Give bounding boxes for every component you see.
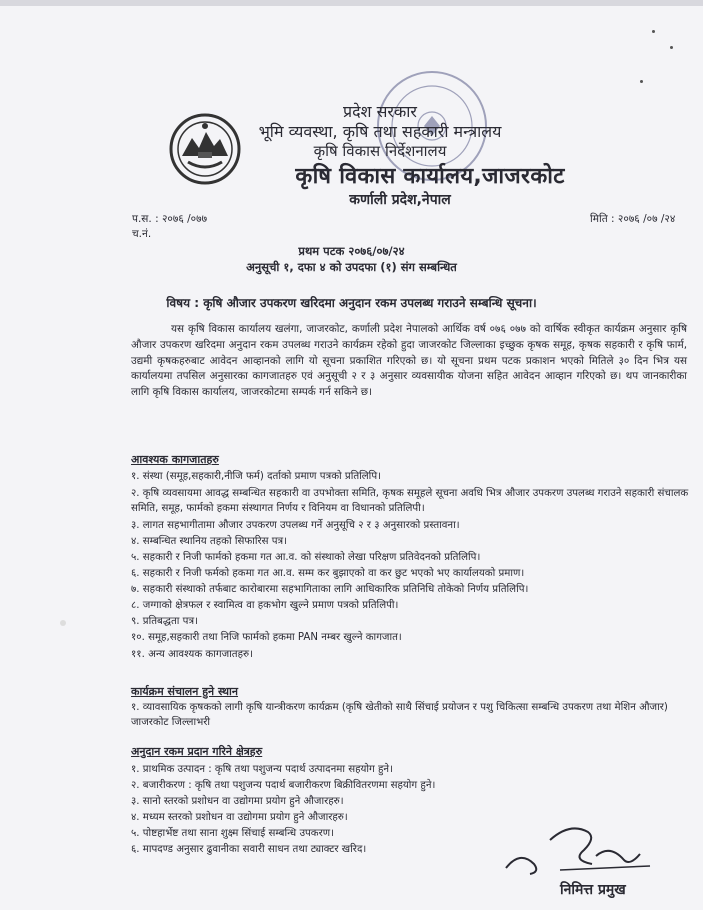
first-publish-line: प्रथम पटक २०७६/०७/२४ bbox=[298, 244, 405, 258]
header-province: कर्णाली प्रदेश,नेपाल bbox=[349, 192, 451, 208]
document-item: ६. सहकारी र निजी फर्मको हकमा गत आ.व. सम्म कर बुझाएको वा कर छुट भएको भए कार्यालयको प्रमाण। bbox=[131, 568, 525, 579]
document-item: ४. सम्बन्धित स्थानिय तहको सिफारिस पत्र। bbox=[131, 536, 288, 547]
document-item: १. संस्था (समूह,सहकारी,नीजि फर्म) दर्ताको प्रमाण पत्रको प्रतिलिपि। bbox=[131, 471, 381, 482]
document-item: ७. सहकारी संस्थाको तर्फबाट कारोबारमा सहभागिताका लागि आधिकारिक प्रतिनिधि तोकेको निर्णय प्रतिलिपि। bbox=[131, 584, 529, 595]
notice-subject: विषय : कृषि औजार उपकरण खरिदमा अनुदान रकम उपलब्ध गराउने सम्बन्धि सूचना। bbox=[166, 296, 537, 310]
scan-speck bbox=[60, 620, 66, 626]
sector-item: ३. सानो स्तरको प्रशोधन वा उद्योगमा प्रयोग हुने औजारहरु। bbox=[131, 796, 344, 807]
scan-speck bbox=[652, 30, 655, 33]
signatory-title: निमित्त प्रमुख bbox=[560, 882, 626, 898]
venue-item: १. व्यावसायिक कृषकको लागी कृषि यान्त्रीकरण कार्यक्रम (कृषि खेतीको साथै सिंचाई प्रयोजन र पशु चिकित्सा सम्बन्धि उपकरण तथा मेशिन औजार) जाजरकोट जिल्लाभरी bbox=[131, 702, 668, 728]
dispatch-number: च.नं. bbox=[132, 228, 152, 240]
document-item: २. कृषि व्यवसायमा आवद्ध सम्बन्धित सहकारी वा उपभोक्ता समिति, कृषक समूहले सूचना अवधि भित्र औजार उपकरण उपलब्ध गराउने सहकारी संचालक समिति, समूह, फार्मको हकमा संस्थागत निर्णय र विनियम वा विधानको प्रतिलिपी। bbox=[131, 488, 689, 514]
header-office-name: कृषि विकास कार्यालय,जाजरकोट bbox=[295, 164, 565, 189]
scan-speck bbox=[670, 46, 673, 49]
sector-item: १. प्राथमिक उत्पादन : कृषि तथा पशुजन्य पदार्थ उत्पादनमा सहयोग हुने। bbox=[131, 764, 393, 775]
venue-heading: कार्यक्रम संचालन हुने स्थान bbox=[131, 685, 239, 698]
document-item: ८. जग्गाको क्षेत्रफल र स्वामित्व वा हकभोग खुल्ने प्रमाण पत्रको प्रतिलिपी। bbox=[131, 600, 399, 611]
reference-number: प.स. : २०७६ /०७७ bbox=[132, 213, 208, 225]
scan-edge bbox=[0, 0, 703, 6]
scan-speck bbox=[640, 80, 643, 83]
annex-reference: अनुसूची १, दफा ४ को उपदफा (१) संग सम्बन्धित bbox=[246, 260, 457, 274]
header-directorate: कृषि विकास निर्देशनालय bbox=[313, 142, 447, 160]
header-government: प्रदेश सरकार bbox=[343, 102, 417, 121]
issue-date: मिति : २०७६ /०७ /२४ bbox=[590, 213, 676, 225]
sector-item: २. बजारीकरण : कृषि तथा पशुजन्य पदार्थ बजारीकरण बिक्रीवितरणमा सहयोग हुने। bbox=[131, 780, 436, 791]
document-item: ५. सहकारी र निजी फार्मको हकमा गत आ.व. को संस्थाको लेखा परिक्षण प्रतिवेदनको प्रतिलिपि। bbox=[131, 552, 481, 563]
sector-item: ६. मापदण्ड अनुसार ढुवानीका सवारी साधन तथा ट्याक्टर खरिद। bbox=[131, 844, 367, 855]
sectors-heading: अनुदान रकम प्रदान गरिने क्षेत्रहरु bbox=[131, 745, 263, 758]
document-item: ९. प्रतिबद्धता पत्र। bbox=[131, 616, 198, 627]
sector-item: ४. मध्यम स्तरको प्रशोधन वा उद्योगमा प्रयोग हुने औजारहरु। bbox=[131, 812, 348, 823]
document-item: ११. अन्य आवश्यक कागजातहरु। bbox=[131, 649, 253, 660]
handwritten-signature bbox=[500, 820, 660, 880]
document-item: ३. लागत सहभागीतामा औजार उपकरण उपलब्ध गर्ने अनुसूचि २ र ३ अनुसारको प्रस्तावना। bbox=[131, 520, 460, 531]
header-ministry: भूमि व्यवस्था, कृषि तथा सहकारी मन्त्रालय bbox=[258, 122, 502, 141]
sector-item: ५. पोष्टहार्भेष्ट तथा साना शुक्ष्म सिंचाई सम्बन्धि उपकरण। bbox=[131, 828, 335, 839]
document-item: १०. समूह,सहकारी तथा निजि फार्मको हकमा PAN नम्बर खुल्ने कागजात। bbox=[131, 632, 402, 643]
notice-body: यस कृषि विकास कार्यालय खलंगा, जाजरकोट, कर्णाली प्रदेश नेपालको आर्थिक वर्ष ०७६ ०७७ को वार्षिक स्वीकृत कार्यक्रम अनुसार कृषि औजार उपकरण खरिदमा अनुदान रकम उपलब्ध गराउने कार्यक्रम रहेको हुदा जाजरकोट जिल्लाका इच्छुक कृषक समूह, कृषक सहकारी र कृषि फार्म, उद्यमी कृषकहरुबाट आवेदन आव्हानको लागि यो सूचना प्रकाशित गरिएको छ। यो सूचना प्रथम पटक प्रकाशन भएको मितिले ३० दिन भित्र यस कार्यालयमा तपसिल अनुसारका कागजातहरु एवं अनुसूची २ र ३ अनुसार व्यवसायीक योजना सहित आवेदन आव्हान गरिएको छ। थप जानकारीका लागि कृषि विकास कार्यालय, जाजरकोटमा सम्पर्क गर्न सकिने छ। bbox=[131, 323, 687, 399]
documents-heading: आवश्यक कागजातहरु bbox=[131, 453, 219, 466]
